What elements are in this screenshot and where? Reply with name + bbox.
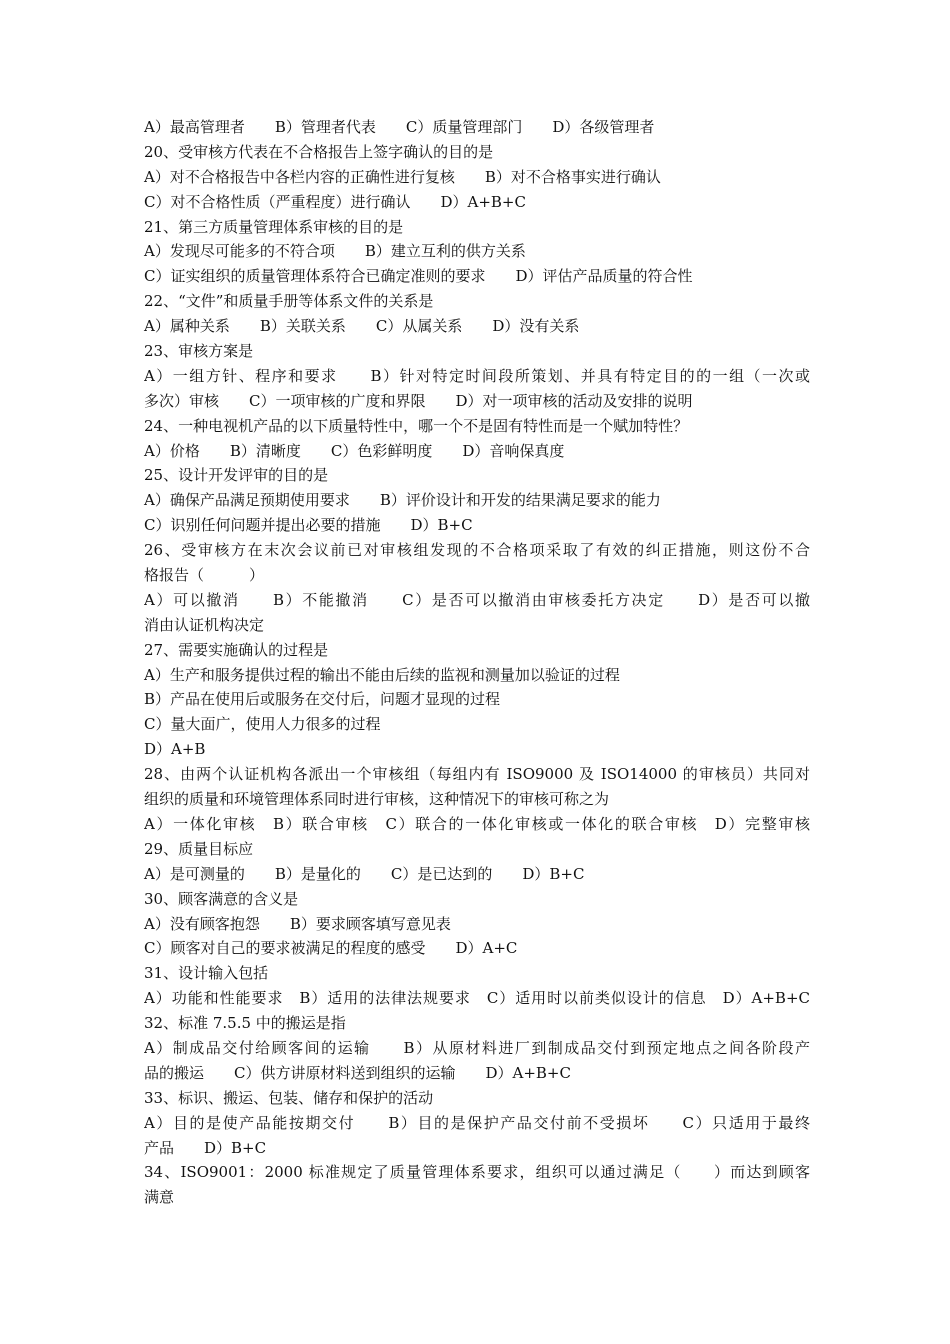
text-line-3: A）对不合格报告中各栏内容的正确性进行复核 B）对不合格事实进行确认	[144, 167, 661, 186]
text-line-39: 品的搬运 C）供方讲原材料送到组织的运输 D）A+B+C	[144, 1063, 571, 1082]
question-25: 25、设计开发评审的目的是	[144, 466, 329, 485]
text-line-11: A）一组方针、程序和要求 B）针对特定时间段所策划、并具有特定目的的一组（一次或	[144, 366, 810, 385]
text-line-4: C）对不合格性质（严重程度）进行确认 D）A+B+C	[144, 192, 526, 211]
question-20: 20、受审核方代表在不合格报告上签字确认的目的是	[144, 142, 494, 161]
text-line-42: 产品 D）B+C	[144, 1138, 267, 1157]
text-line-44: 满意	[144, 1188, 175, 1207]
text-line-21: 消由认证机构决定	[144, 615, 265, 634]
question-34: 34、ISO9001：2000 标准规定了质量管理体系要求，组织可以通过满足（ ）而达到顾客	[144, 1163, 810, 1182]
text-line-20: A）可以撤消 B）不能撤消 C）是否可以撤消由审核委托方决定 D）是否可以撤	[144, 590, 810, 609]
text-line-26: D）A+B	[144, 740, 206, 759]
text-line-41: A）目的是使产品能按期交付 B）目的是保护产品交付前不受损坏 C）只适用于最终	[144, 1113, 810, 1132]
question-22: 22、“文件”和质量手册等体系文件的关系是	[144, 292, 434, 311]
question-24: 24、一种电视机产品的以下质量特性中，哪一个不是固有特性而是一个赋加特性？	[144, 416, 689, 435]
text-line-6: A）发现尽可能多的不符合项 B）建立互利的供方关系	[144, 242, 526, 261]
text-line-23: A）生产和服务提供过程的输出不能由后续的监视和测量加以验证的过程	[144, 665, 620, 684]
text-line-31: A）是可测量的 B）是量化的 C）是已达到的 D）B+C	[144, 864, 585, 883]
question-33: 33、标识、搬运、包装、储存和保护的活动	[144, 1088, 434, 1107]
text-line-1: A）最高管理者 B）管理者代表 C）质量管理部门 D）各级管理者	[144, 118, 655, 136]
text-line-17: C）识别任何问题并提出必要的措施 D）B+C	[144, 516, 473, 535]
text-line-34: C）顾客对自己的要求被满足的程度的感受 D）A+C	[144, 939, 518, 958]
question-21: 21、第三方质量管理体系审核的目的是	[144, 217, 404, 236]
question-list	[144, 115, 810, 1210]
question-29: 29、质量目标应	[144, 839, 254, 858]
question-23: 23、审核方案是	[144, 342, 254, 361]
text-line-9: A）属种关系 B）关联关系 C）从属关系 D）没有关系	[144, 317, 580, 336]
text-line-29: A）一体化审核 B）联合审核 C）联合的一体化审核或一体化的联合审核 D）完整审核	[144, 814, 810, 833]
text-line-16: A）确保产品满足预期使用要求 B）评价设计和开发的结果满足要求的能力	[144, 491, 661, 510]
text-line-33: A）没有顾客抱怨 B）要求顾客填写意见表	[144, 914, 451, 933]
text-line-36: A）功能和性能要求 B）适用的法律法规要求 C）适用时以前类似设计的信息 D）A+B+C	[144, 989, 810, 1008]
text-line-7: C）证实组织的质量管理体系符合已确定准则的要求 D）评估产品质量的符合性	[144, 267, 693, 286]
text-line-12: 多次）审核 C）一项审核的广度和界限 D）对一项审核的活动及安排的说明	[144, 391, 693, 410]
text-line-14: A）价格 B）清晰度 C）色彩鲜明度 D）音响保真度	[144, 441, 565, 460]
text-line-19: 格报告（ ）	[144, 566, 265, 585]
question-28: 28、由两个认证机构各派出一个审核组（每组内有 ISO9000 及 ISO14000 的审核员）共同对	[144, 765, 810, 784]
question-30: 30、顾客满意的含义是	[144, 889, 299, 908]
question-27: 27、需要实施确认的过程是	[144, 640, 329, 659]
question-32: 32、标准 7.5.5 中的搬运是指	[144, 1014, 346, 1033]
text-line-24: B）产品在使用后或服务在交付后，问题才显现的过程	[144, 690, 501, 709]
text-line-25: C）量大面广，使用人力很多的过程	[144, 715, 381, 734]
question-26: 26、受审核方在末次会议前已对审核组发现的不合格项采取了有效的纠正措施，则这份不合	[144, 541, 810, 560]
text-line-38: A）制成品交付给顾客间的运输 B）从原材料进厂到制成品交付到预定地点之间各阶段产	[144, 1038, 810, 1057]
question-31: 31、设计输入包括	[144, 964, 269, 983]
text-line-28: 组织的质量和环境管理体系同时进行审核，这种情况下的审核可称之为	[144, 790, 610, 809]
